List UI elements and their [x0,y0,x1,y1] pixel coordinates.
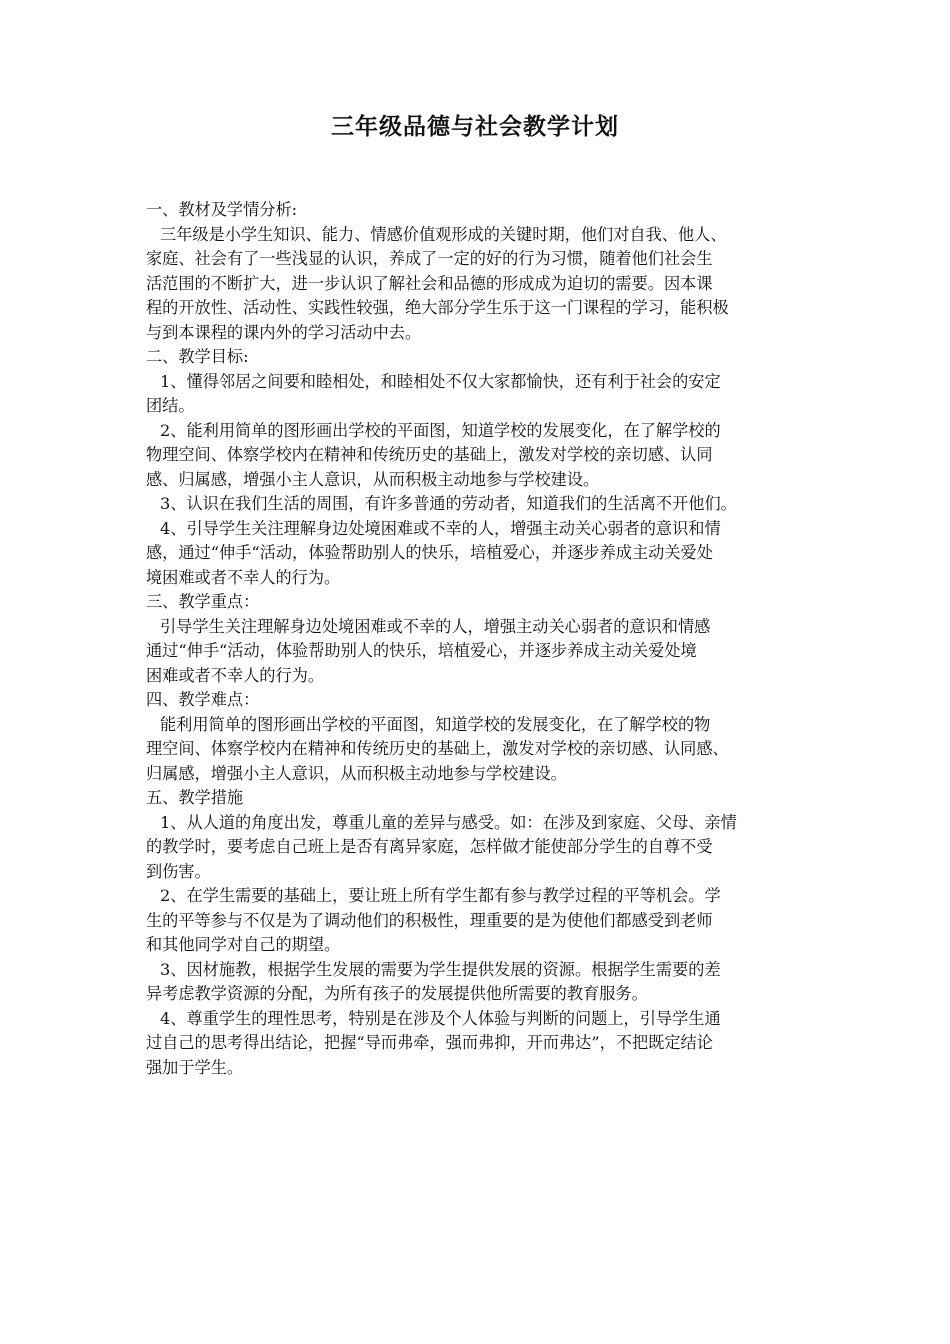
text-line: 困难或者不幸人的行为。 [146,665,325,685]
text-line: 五、教学措施 [146,788,244,807]
text-line: 1、从人道的角度出发，尊重儿童的差异与感受。如：在涉及到家庭、父母、亲情 [160,812,737,832]
text-line: 到伤害。 [146,861,211,881]
text-line: 团结。 [146,396,195,415]
text-line: 的教学时，要考虑自己班上是否有离异家庭，怎样做才能使部分学生的自尊不受 [146,837,713,856]
text-line: 2、能利用简单的图形画出学校的平面图，知道学校的发展变化，在了解学校的 [160,420,721,440]
text-line: 3、因材施教，根据学生发展的需要为学生提供发展的资源。根据学生需要的差 [160,959,721,979]
text-line: 2、在学生需要的基础上，要让班上所有学生都有参与教学过程的平等机会。学 [160,886,721,905]
text-line: 1、懂得邻居之间要和睦相处，和睦相处不仅大家都愉快，还有利于社会的安定 [160,371,721,391]
text-line: 和其他同学对自己的期望。 [146,935,341,954]
text-line: 四、教学难点： [146,690,260,709]
text-line: 物理空间、体察学校内在精神和传统历史的基础上，激发对学校的亲切感、认同 [146,445,713,464]
text-line: 4、尊重学生的理性思考，特别是在涉及个人体验与判断的问题上，引导学生通 [160,1008,721,1028]
text-line: 与到本课程的课内外的学习活动中去。 [146,322,422,342]
text-line: 异考虑教学资源的分配，为所有孩子的发展提供他所需要的教育服务。 [146,984,648,1003]
text-line: 通过“伸手“活动，体验帮助别人的快乐，培植爱心，并逐步养成主动关爱处境 [146,641,697,660]
text-line: 能利用简单的图形画出学校的平面图，知道学校的发展变化，在了解学校的物 [160,714,711,734]
document-body [146,198,810,1080]
text-line: 二、教学目标: [146,347,249,366]
text-line: 程的开放性、活动性、实践性较强，绝大部分学生乐于这一门课程的学习，能积极 [146,298,729,317]
text-line: 三年级是小学生知识、能力、情感价值观形成的关键时期，他们对自我、他人、 [160,224,727,244]
text-line: 4、引导学生关注理解身边处境困难或不幸的人，增强主动关心弱者的意识和情 [160,518,721,538]
text-line: 归属感，增强小主人意识，从而积极主动地参与学校建设。 [146,763,567,783]
text-line: 引导学生关注理解身边处境困难或不幸的人，增强主动关心弱者的意识和情感 [160,616,711,636]
text-line: 生的平等参与不仅是为了调动他们的积极性，理重要的是为使他们都感受到老师 [146,910,713,930]
text-line: 强加于学生。 [146,1057,244,1077]
text-line: 三、教学重点： [146,592,260,611]
text-line: 理空间、体察学校内在精神和传统历史的基础上，激发对学校的亲切感、认同感、 [146,739,729,758]
text-line: 3、认识在我们生活的周围，有许多普通的劳动者，知道我们的生活离不开他们。 [160,494,737,513]
document-title: 三年级品德与社会教学计划 [331,114,619,140]
text-line: 过自己的思考得出结论，把握“导而弗牵，强而弗抑，开而弗达”，不把既定结论 [146,1033,713,1052]
text-line: 家庭、社会有了一些浅显的认识，养成了一定的好的行为习惯，随着他们社会生 [146,249,713,268]
text-line: 感，通过“伸手“活动，体验帮助别人的快乐，培植爱心，并逐步养成主动关爱处 [146,543,713,562]
text-line: 境困难或者不幸人的行为。 [146,567,341,587]
text-line: 感、归属感，增强小主人意识，从而积极主动地参与学校建设。 [146,469,600,489]
text-line: 一、教材及学情分析: [146,200,298,219]
text-line: 活范围的不断扩大，进一步认识了解社会和品德的形成成为迫切的需要。因本课 [146,273,713,293]
